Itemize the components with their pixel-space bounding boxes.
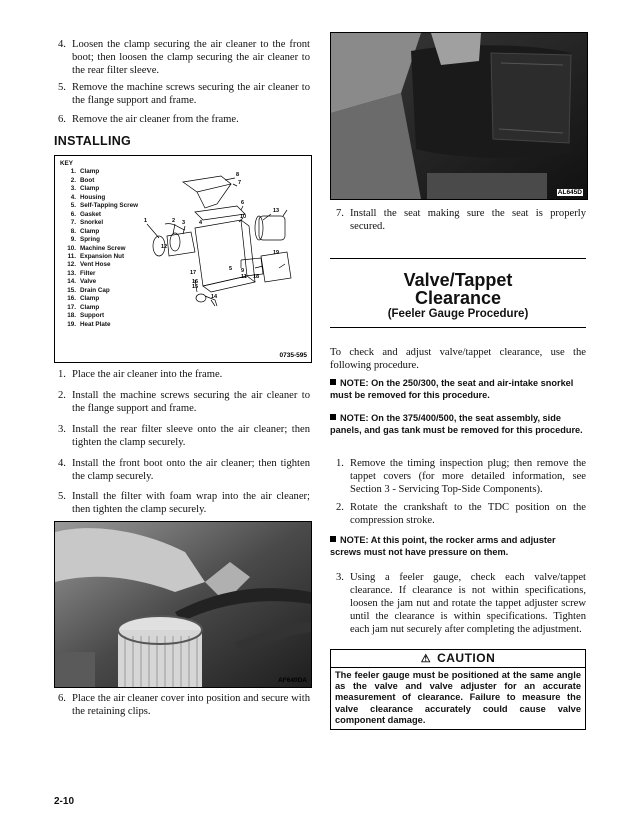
key-item: 8. Clamp (70, 227, 100, 235)
callout-11: 11 (241, 274, 247, 280)
section-bottom-rule (330, 327, 586, 328)
key-item: 11. Expansion Nut (67, 252, 125, 260)
install-step-3: 3. Install the rear filter sleeve onto the air cleaner; then tighten the clamp securely. (58, 424, 310, 448)
key-item: 19. Heat Plate (67, 320, 111, 328)
key-item: 3. Clamp (70, 185, 100, 193)
removal-step-4: 4. Loosen the clamp securing the air cleaner to the front boot; then loosen the clamp securing the air cleaner to the rear filter sleeve. (58, 39, 310, 76)
seat-area-photo (331, 33, 587, 199)
install-step-7: 7. Install the seat making sure the seat is properly secured. (336, 208, 586, 232)
key-item: 5. Self-Tapping Screw (70, 202, 138, 210)
callout-6: 6 (241, 200, 245, 206)
page-number: 2-10 (54, 796, 75, 807)
section-title-line-1: Valve/Tappet (403, 270, 513, 290)
note-250-300: NOTE: On the 250/300, the seat and air-intake snorkel must be removed for this procedure. (330, 378, 574, 400)
callout-1: 1 (144, 218, 148, 224)
air-cleaner-exploded-figure (54, 155, 312, 363)
callout-17: 17 (190, 270, 197, 276)
valve-step-2: 2. Rotate the crankshaft to the TDC position on the compression stroke. (336, 502, 586, 526)
key-item: 18. Support (67, 312, 105, 320)
callout-2: 2 (172, 218, 176, 224)
callout-3: 3 (182, 220, 186, 226)
key-item: 7. Snorkel (70, 219, 104, 227)
install-step-6: 6. Place the air cleaner cover into position and secure with the retaining clips. (58, 693, 310, 717)
snorkel-part (183, 176, 231, 192)
seat-area-photo-figure (330, 32, 588, 200)
install-step-4: 4. Install the front boot onto the air cleaner; then tighten the clamp securely. (58, 458, 310, 482)
removal-step-5: 5. Remove the machine screws securing the air cleaner to the flange support and frame. (58, 82, 310, 106)
key-item: 17. Clamp (67, 303, 100, 311)
install-step-5: 5. Install the filter with foam wrap into the air cleaner; then tighten the clamp securely. (58, 491, 310, 515)
note-rocker-arms: NOTE: At this point, the rocker arms and adjuster screws must not have pressure on them. (330, 535, 556, 557)
install-step-2: 2. Install the machine screws securing the air cleaner to the flange support and frame. (58, 390, 310, 414)
warning-triangle-icon: ⚠ (420, 653, 432, 665)
valve-step-1: 1. Remove the timing inspection plug; then remove the tappet covers (for more detailed information, see Section 3 - Servicing Top-Side Components). (336, 458, 586, 495)
section-title-line-2: Clearance (414, 288, 502, 308)
drain-cap-part (196, 294, 206, 302)
key-item: 15. Drain Cap (67, 286, 110, 294)
key-item: 12. Vent Hose (67, 261, 111, 269)
caution-text: The feeler gauge must be positioned at the same angle as the valve and valve adjuster for an accurate measurement of clearance. Failure to measure the valve clearance accurately could cause valve component damage. (335, 670, 581, 725)
figure-code: 0735-595 (279, 352, 307, 359)
callout-10: 10 (240, 214, 247, 220)
air-cleaner-photo-figure (54, 521, 312, 688)
callout-8: 8 (236, 172, 240, 178)
section-subtitle: (Feeler Gauge Procedure) (387, 308, 529, 320)
key-item: 16. Clamp (67, 295, 100, 303)
key-item: 4. Housing (70, 193, 106, 201)
installing-heading: INSTALLING (54, 134, 132, 148)
key-item: 13. Filter (67, 269, 96, 277)
air-cleaner-photo (55, 522, 311, 687)
callout-12: 12 (161, 244, 168, 250)
note-375-400-500: NOTE: On the 375/400/500, the seat assembly, side panels, and gas tank must be removed for this procedure. (330, 413, 583, 435)
figure-code: AF640DA (278, 677, 307, 684)
figure-key: KEY 1. Clamp 2. Boot 3. Clamp 4. Housing 5. Self-Tapping Screw 6. Gasket 7. Snorkel 8. Clamp 9. Spring 10. Machine Screw 11. Expansion Nut 12. Vent Hose 13. Filter 14. Valve 15. Drain Cap 16. Clamp 17. Clamp 18. Support 19. Heat Plate (60, 160, 138, 328)
snorkel-neck (197, 184, 231, 208)
callout-4: 4 (199, 220, 203, 226)
key-item: 10. Machine Screw (67, 244, 126, 252)
callout-9: 9 (241, 268, 245, 274)
caution-box (330, 649, 586, 730)
install-step-1: 1. Place the air cleaner into the frame. (58, 369, 223, 380)
valve-step-3: 3. Using a feeler gauge, check each valve/tappet clearance. If clearance is not within specifications, loosen the jam nut and rotate the tappet adjuster screw until the clearance is within specifications. Tighten each jam nut securely after completing the adjustment. (336, 572, 586, 635)
note-bullet-icon (330, 379, 336, 385)
key-item: 14. Valve (67, 278, 97, 286)
callout-18: 18 (253, 274, 260, 280)
callout-15: 15 (192, 284, 199, 290)
section-top-rule (330, 258, 586, 259)
callout-7: 7 (238, 180, 242, 186)
key-item: 9. Spring (70, 236, 100, 244)
removal-step-6: 6. Remove the air cleaner from the frame. (58, 114, 239, 125)
note-bullet-icon (330, 414, 336, 420)
intro-paragraph: To check and adjust valve/tappet clearance, use the following procedure. (330, 347, 586, 371)
callout-5: 5 (229, 266, 233, 272)
heat-plate-part (261, 252, 291, 282)
callout-16: 16 (192, 279, 199, 285)
housing-part (195, 220, 247, 286)
key-item: 1. Clamp (70, 168, 100, 176)
figure-code: AL645D (557, 189, 582, 196)
callout-14: 14 (211, 294, 218, 300)
exploded-parts-drawing (55, 156, 311, 362)
key-item: 2. Boot (70, 176, 95, 184)
caution-header: ⚠ CAUTION (331, 650, 585, 668)
note-bullet-icon (330, 536, 336, 542)
gasket-part (195, 206, 245, 220)
key-item: 6. Gasket (70, 210, 102, 218)
callout-19: 19 (273, 250, 280, 256)
callout-13: 13 (273, 208, 280, 214)
